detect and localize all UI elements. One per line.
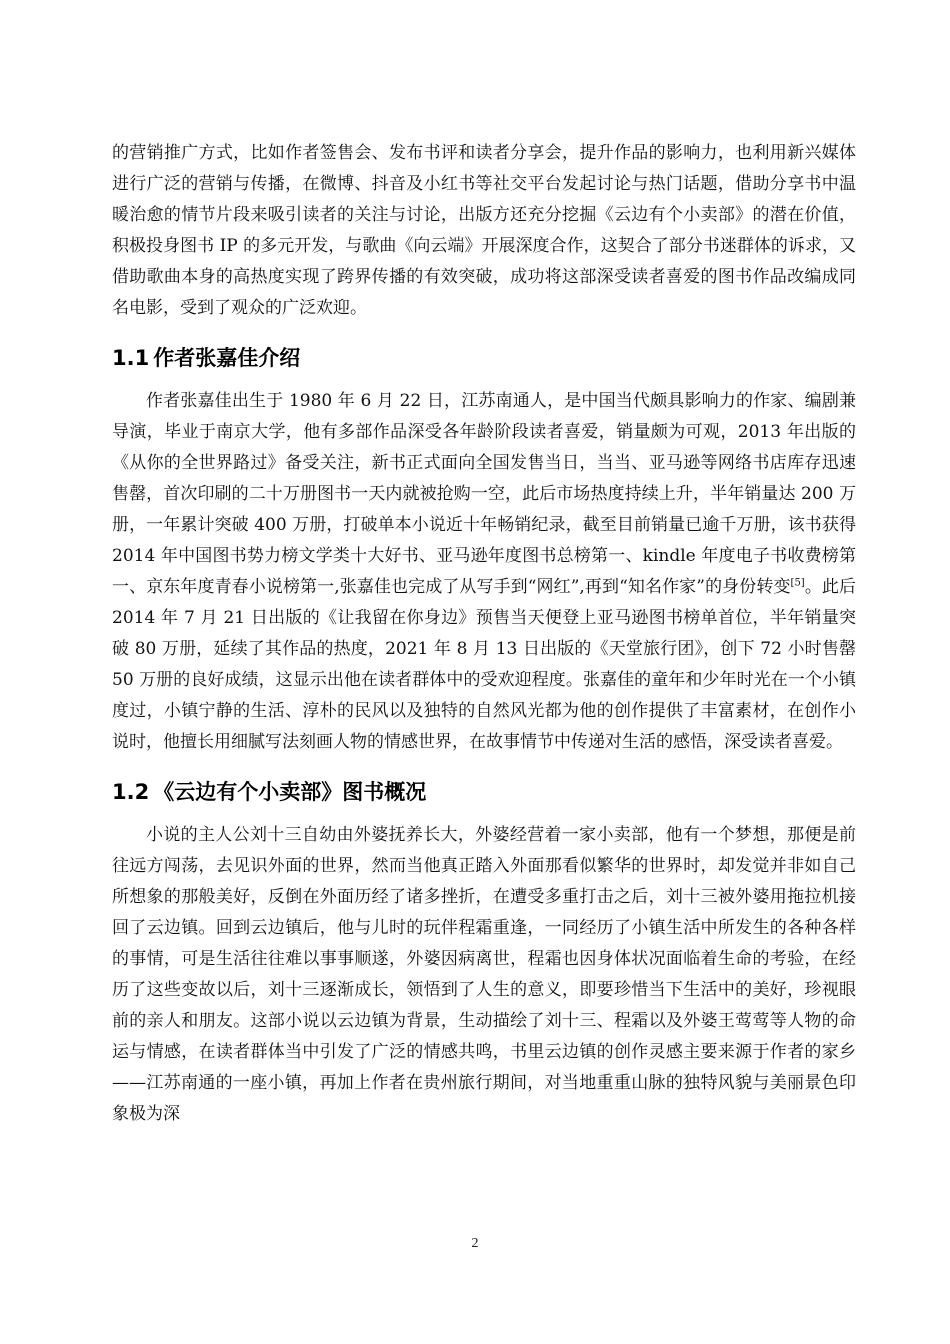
section-number: 1.2 <box>112 780 150 804</box>
section-title: 《云边有个小卖部》图书概况 <box>153 780 427 804</box>
section-title: 作者张嘉佳介绍 <box>153 346 301 370</box>
section-number: 1.1 <box>112 346 150 370</box>
author-text-part-1: 作者张嘉佳出生于 1980 年 6 月 22 日，江苏南通人，是中国当代颇具影响力的作家、编剧兼导演，毕业于南京大学，他有多部作品深受各年龄阶段读者喜爱，销量颇为可观，2013 年出版的《从你的全世界路过》备受关注，新书正式面向全国发售当日，当当、亚马逊等网络书店库存迅速售罄，首次印刷的二十万册图书一天内就被抢购一空，此后市场热度持续上升，半年销量达 200 万册，一年累计突破 400 万册，打破单本小说近十年畅销纪录，截至目前销量已逾千万册，该书获得 2014 年中国图书势力榜文学类十大好书、亚马逊年度图书总榜第一、kindle 年度电子书收费榜第一、京东年度青春小说榜第一,张嘉佳也完成了从写手到“网红”,再到“知名作家”的身份转变 <box>112 391 856 597</box>
intro-paragraph: 的营销推广方式，比如作者签售会、发布书评和读者分享会，提升作品的影响力，也利用新兴媒体进行广泛的营销与传播，在微博、抖音及小红书等社交平台发起讨论与热门话题，借助分享书中温暖治愈的情节片段来吸引读者的关注与讨论，出版方还充分挖掘《云边有个小卖部》的潜在价值，积极投身图书 IP 的多元开发，与歌曲《向云端》开展深度合作，这契合了部分书迷群体的诉求，又借助歌曲本身的高热度实现了跨界传播的有效突破，成功将这部深受读者喜爱的图书作品改编成同名电影，受到了观众的广泛欢迎。 <box>112 143 856 318</box>
book-overview-paragraph: 小说的主人公刘十三自幼由外婆抚养长大，外婆经营着一家小卖部，他有一个梦想，那便是前往远方闯荡，去见识外面的世界，然而当他真正踏入外面那看似繁华的世界时，却发觉并非如自己所想象的那般美好，反倒在外面历经了诸多挫折，在遭受多重打击之后，刘十三被外婆用拖拉机接回了云边镇。回到云边镇后，他与儿时的玩伴程霜重逢，一同经历了小镇生活中所发生的各种各样的事情，可是生活往往难以事事顺遂，外婆因病离世，程霜也因身体状况面临着生命的考验，在经历了这些变故以后，刘十三逐渐成长，领悟到了人生的意义，即要珍惜当下生活中的美好，珍视眼前的亲人和朋友。这部小说以云边镇为背景，生动描绘了刘十三、程霜以及外婆王莺莺等人物的命运与情感，在读者群体当中引发了广泛的情感共鸣，书里云边镇的创作灵感主要来源于作者的家乡——江苏南通的一座小镇，再加上作者在贵州旅行期间，对当地重重山脉的独特风貌与美丽景色印象极为深 <box>112 825 856 1124</box>
page-number: 2 <box>471 1236 479 1251</box>
author-text-part-2: 。此后 2014 年 7 月 21 日出版的《让我留在你身边》预售当天便登上亚马逊图书榜单首位，半年销量突破 80 万册，延续了其作品的热度，2021 年 8 月 13 日出版的《天堂旅行团》，创下 72 小时售罄 50 万册的良好成绩，这显示出他在读者群体中的受欢迎程度。张嘉佳的童年和少年时光在一个小镇度过，小镇宁静的生活、淳朴的民风以及独特的自然风光都为他的创作提供了丰富素材，在创作小说时，他擅长用细腻写法刻画人物的情感世界，在故事情节中传递对生活的感悟，深受读者喜爱。 <box>112 577 857 752</box>
section-heading-1-2 <box>112 776 856 808</box>
citation-reference[interactable]: [5] <box>790 577 805 589</box>
section-heading-1-1 <box>112 342 856 374</box>
author-paragraph <box>112 386 856 758</box>
page-body <box>112 138 856 1130</box>
